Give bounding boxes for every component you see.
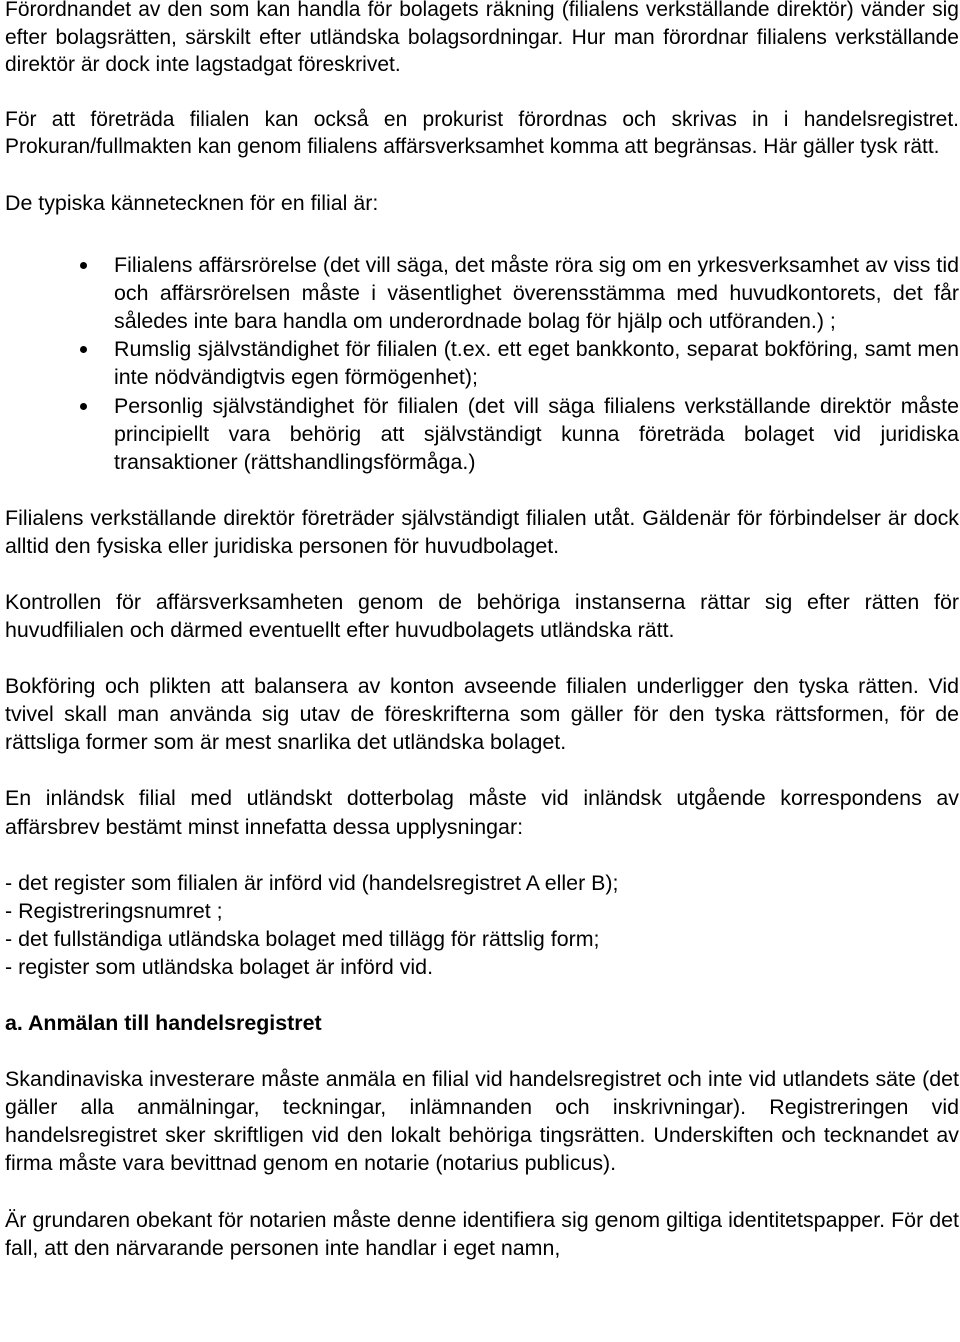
paragraph-control: Kontrollen för affärsverksamheten genom de behöriga instanserna rättar sig efter rätten för huvudfilialen och därmed eventuellt efter huvudbolagets utländska rätt. [5, 590, 959, 643]
list-item [5, 392, 959, 476]
paragraph-correspondence: En inländsk filial med utländskt dotterbolag måste vid inländsk utgående korrespondens av affärsbrev bestämt minst innefatta dessa upplysningar: [5, 786, 959, 839]
list-item: - det fullständiga utländska bolaget med tillägg för rättslig form; [5, 926, 600, 951]
paragraph-bookkeeping: Bokföring och plikten att balansera av konton avseende filialen underligger den tyska rätten. Vid tvivel skall man använda sig utav de föreskrifterna som gäller för den tyska rättsformen, för de rättsliga former som är mest snarlika det utländska bolaget. [5, 674, 959, 755]
paragraph-director-representation: Filialens verkställande direktör företräder självständigt filialen utåt. Gäldenär för förbindelser är dock alltid den fysiska eller juridiska personen för huvudbolaget. [5, 505, 959, 558]
bullet-icon [80, 403, 87, 410]
list-item: - register som utländska bolaget är införd vid. [5, 954, 434, 979]
list-item [5, 335, 959, 391]
list-item-text: Personlig självständighet för filialen (det vill säga filialens verkställande direktör måste principiellt vara behörig att självständigt kunna företräda bolaget vid juridiska transaktioner (rättshandlingsförmåga.) [114, 393, 959, 474]
list-item: - Registreringsnumret ; [5, 898, 223, 923]
list-item-text: Filialens affärsrörelse (det vill säga, det måste röra sig om en yrkesverksamhet av viss tid och affärsrörelsen måste i väsentlighet överensstämma med huvudkontorets, det får således inte bara handla om underordnade bolag för hjälp och utföranden.) ; [114, 253, 959, 334]
section-heading: a. Anmälan till handelsregistret [5, 1011, 322, 1036]
list-item-text: Rumslig självständighet för filialen (t.ex. ett eget bankkonto, separat bokföring, samt men inte nödvändigtvis egen förmögenhet); [114, 337, 959, 390]
paragraph-registration: Skandinaviska investerare måste anmäla en filial vid handelsregistret och inte vid utlandets säte (det gäller alla anmälningar, teckningar, inlämnanden och inskrivningar). Registreringen vid handelsregistret sker skriftligen vid den lokalt behöriga tingsrätten. Underskiften och tecknandet av firma måste vara bevittnad genom en notarie (notarius publicus). [5, 1067, 959, 1176]
list-item [5, 251, 959, 335]
bullet-icon [80, 346, 87, 353]
paragraph-identification: Är grundaren obekant för notarien måste denne identifiera sig genom giltiga identitetspapper. För det fall, att den närvarande personen inte handlar i eget namn, [5, 1207, 959, 1260]
list-item: - det register som filialen är införd vid (handelsregistret A eller B); [5, 870, 619, 895]
bullet-icon [80, 262, 87, 269]
paragraph-characteristics-intro: De typiska kännetecknen för en filial är: [5, 190, 379, 215]
required-information-list [5, 869, 959, 981]
characteristics-list [5, 251, 959, 476]
paragraph-prokurist: För att företräda filialen kan också en prokurist förordnas och skrivas in i handelsregistret. Prokuran/fullmakten kan genom filialens affärsverksamhet komma att begränsas. Här gäller tysk rätt. [5, 107, 959, 159]
document-page [5, 0, 959, 1262]
paragraph-appointment: Förordnandet av den som kan handla för bolagets räkning (filialens verkställande direktör) vänder sig efter bolagsrätten, särskilt efter utländska bolagsordningar. Hur man förordnar filialens verkställande direktör är dock inte lagstadgat föreskrivet. [5, 0, 959, 77]
